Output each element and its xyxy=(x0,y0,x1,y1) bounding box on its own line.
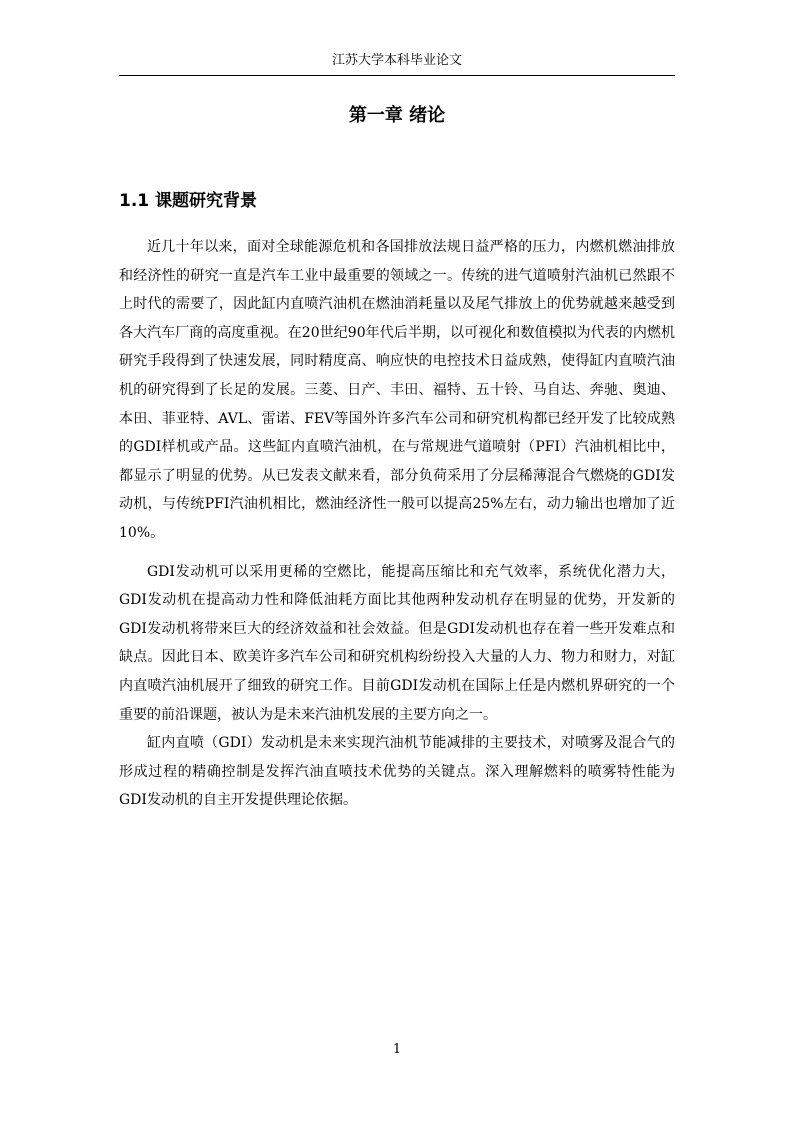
running-header: 江苏大学本科毕业论文 xyxy=(331,53,462,68)
paragraph-3: 缸内直喷（GDI）发动机是未来实现汽油机节能减排的主要技术，对喷雾及混合气的形成过程的精确控制是发挥汽油直喷技术优势的关键点。深入理解燃料的喷雾特性能为GDI发动机的自主开发提供理论依据。 xyxy=(119,735,675,809)
header-rule xyxy=(119,75,675,76)
paragraph-1: 近几十年以来，面对全球能源危机和各国排放法规日益严格的压力，内燃机燃油排放和经济性的研究一直是汽车工业中最重要的领域之一。传统的进气道喷射汽油机已然跟不上时代的需要了，因此缸内直喷汽油机在燃油消耗量以及尾气排放上的优势就越来越受到各大汽车厂商的高度重视。在20世纪90年代后半期，以可视化和数值模拟为代表的内燃机研究手段得到了快速发展，同时精度高、响应快的电控技术日益成熟，使得缸内直喷汽油机的研究得到了长足的发展。三菱、日产、丰田、福特、五十铃、马自达、奔驰、奥迪、本田、菲亚特、AVL、雷诺、FEV等国外许多汽车公司和研究机构都已经开发了比较成熟的GDI样机或产品。这些缸内直喷汽油机，在与常规进气道喷射（PFI）汽油机相比中，都显示了明显的优势。从已发表文献来看，部分负荷采用了分层稀薄混合气燃烧的GDI发动机，与传统PFI汽油机相比，燃油经济性一般可以提高25%左右，动力输出也增加了近10%。 xyxy=(119,239,675,541)
section-heading: 1.1 课题研究背景 xyxy=(119,191,258,211)
paragraph-2: GDI发动机可以采用更稀的空燃比，能提高压缩比和充气效率，系统优化潜力大，GDI发动机在提高动力性和降低油耗方面比其他两种发动机存在明显的优势，开发新的GDI发动机将带来巨大的经济效益和社会效益。但是GDI发动机也存在着一些开发难点和缺点。因此日本、欧美许多汽车公司和研究机构纷纷投入大量的人力、物力和财力，对缸内直喷汽油机展开了细致的研究工作。目前GDI发动机在国际上任是内燃机界研究的一个重要的前沿课题，被认为是未来汽油机发展的主要方向之一。 xyxy=(119,563,675,723)
chapter-title: 第一章 绪论 xyxy=(348,105,446,126)
body-text xyxy=(119,233,675,815)
page-number: 1 xyxy=(392,1042,402,1057)
